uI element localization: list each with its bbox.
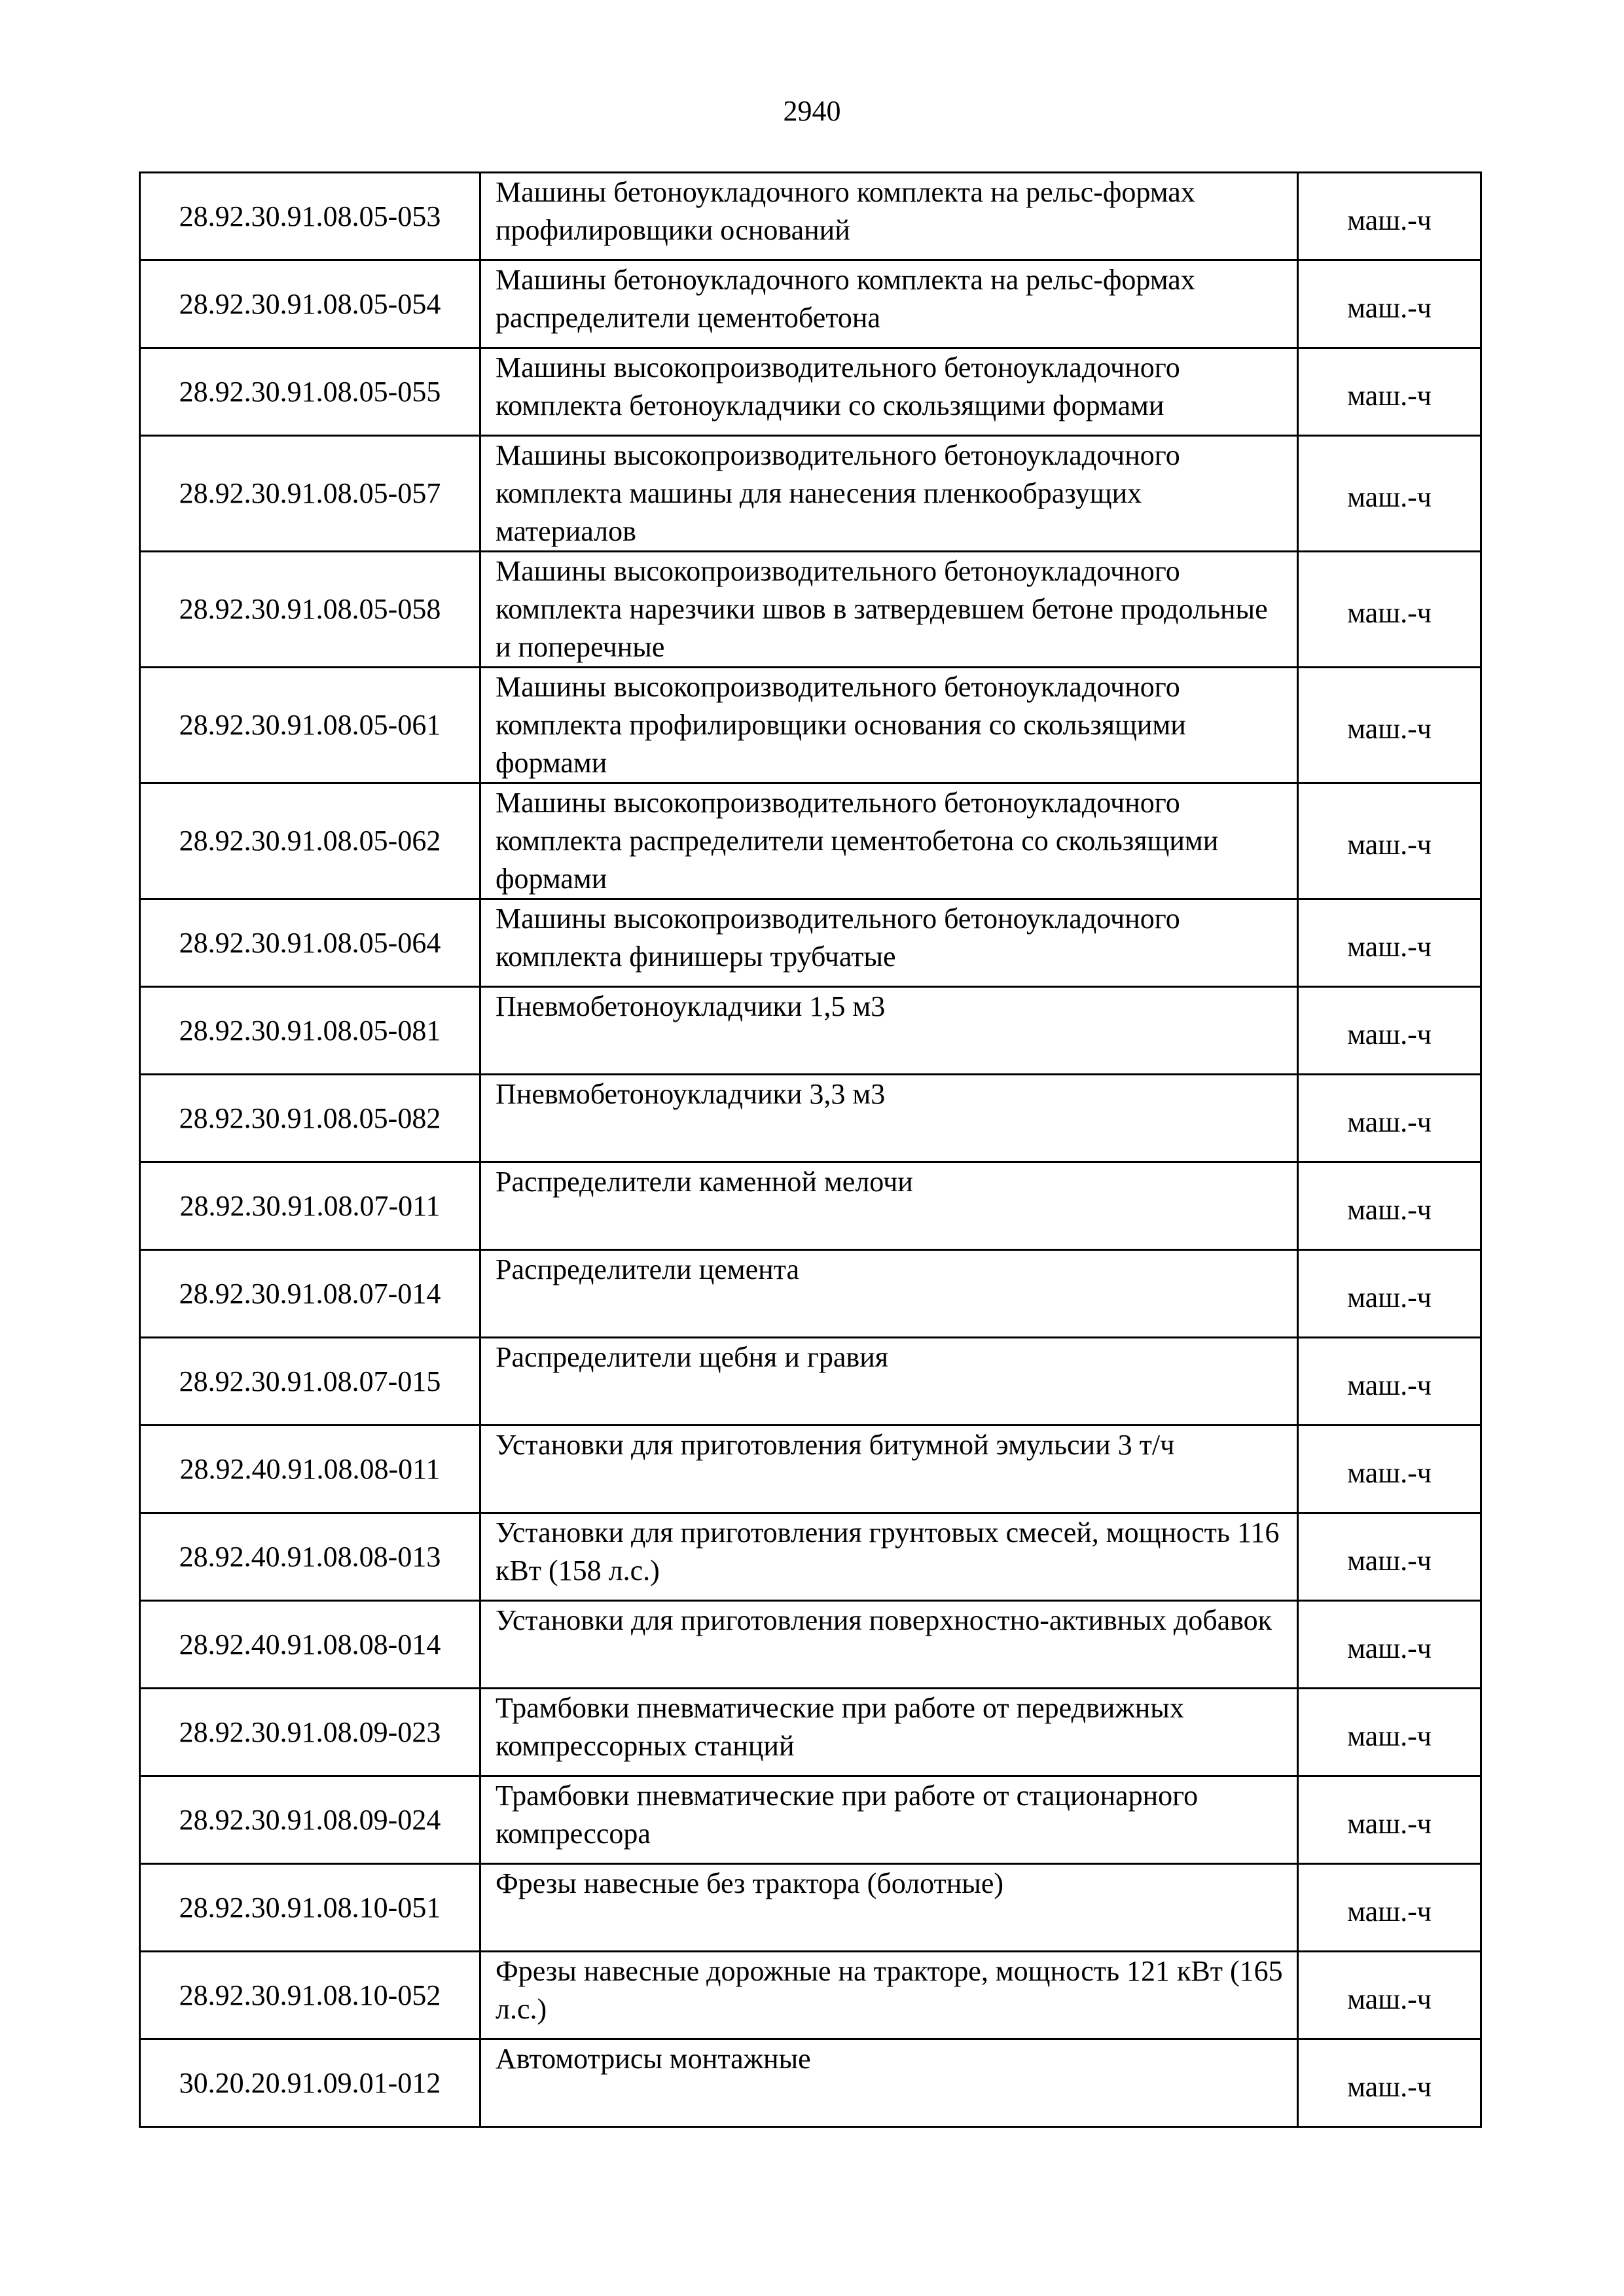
resource-name: Машины бетоноукладочного комплекта на рельс-формах профилировщики оснований	[480, 173, 1298, 260]
resource-code: 28.92.30.91.08.05-057	[140, 436, 480, 552]
resource-name: Машины высокопроизводительного бетоноукладочного комплекта бетоноукладчики со скользящими формами	[480, 348, 1298, 436]
resource-code: 28.92.30.91.08.09-024	[140, 1776, 480, 1864]
table-row	[140, 348, 1481, 436]
resource-unit: маш.-ч	[1298, 1162, 1481, 1250]
table-row	[140, 1338, 1481, 1426]
table-row	[140, 668, 1481, 783]
resource-code: 28.92.30.91.08.10-051	[140, 1864, 480, 1952]
resource-unit: маш.-ч	[1298, 1338, 1481, 1426]
resource-name: Пневмобетоноукладчики 1,5 м3	[480, 987, 1298, 1075]
resource-code: 28.92.30.91.08.09-023	[140, 1689, 480, 1776]
resource-code: 28.92.30.91.08.07-014	[140, 1250, 480, 1338]
resource-name: Трамбовки пневматические при работе от передвижных компрессорных станций	[480, 1689, 1298, 1776]
resource-name: Трамбовки пневматические при работе от стационарного компрессора	[480, 1776, 1298, 1864]
resource-code: 28.92.30.91.08.05-053	[140, 173, 480, 260]
table-row	[140, 2039, 1481, 2127]
resource-code: 28.92.30.91.08.05-064	[140, 899, 480, 987]
table-row	[140, 899, 1481, 987]
resource-name: Автомотрисы монтажные	[480, 2039, 1298, 2127]
resource-name: Распределители цемента	[480, 1250, 1298, 1338]
resource-name: Машины высокопроизводительного бетоноукладочного комплекта финишеры трубчатые	[480, 899, 1298, 987]
resource-name: Машины высокопроизводительного бетоноукладочного комплекта распределители цементобетона со скользящими формами	[480, 783, 1298, 899]
resource-unit: маш.-ч	[1298, 436, 1481, 552]
resource-unit: маш.-ч	[1298, 1776, 1481, 1864]
resource-code: 30.20.20.91.09.01-012	[140, 2039, 480, 2127]
resource-name: Машины высокопроизводительного бетоноукладочного комплекта профилировщики основания со скользящими формами	[480, 668, 1298, 783]
resource-code: 28.92.30.91.08.05-054	[140, 260, 480, 348]
resource-code: 28.92.30.91.08.07-015	[140, 1338, 480, 1426]
resource-unit: маш.-ч	[1298, 1864, 1481, 1952]
resource-code: 28.92.30.91.08.05-081	[140, 987, 480, 1075]
table-row	[140, 173, 1481, 260]
resource-unit: маш.-ч	[1298, 1426, 1481, 1513]
resource-unit: маш.-ч	[1298, 1601, 1481, 1689]
resource-unit: маш.-ч	[1298, 552, 1481, 668]
table-row	[140, 1864, 1481, 1952]
table-row	[140, 260, 1481, 348]
resource-code: 28.92.30.91.08.05-061	[140, 668, 480, 783]
resource-code: 28.92.30.91.08.05-058	[140, 552, 480, 668]
resource-code: 28.92.30.91.08.05-082	[140, 1075, 480, 1162]
resource-unit: маш.-ч	[1298, 173, 1481, 260]
resource-unit: маш.-ч	[1298, 1075, 1481, 1162]
resource-table	[139, 171, 1482, 2128]
resource-code: 28.92.30.91.08.10-052	[140, 1952, 480, 2039]
table-row	[140, 1952, 1481, 2039]
page-number: 2940	[783, 95, 841, 127]
table-row	[140, 1689, 1481, 1776]
resource-name: Пневмобетоноукладчики 3,3 м3	[480, 1075, 1298, 1162]
resource-unit: маш.-ч	[1298, 348, 1481, 436]
resource-name: Установки для приготовления грунтовых смесей, мощность 116 кВт (158 л.с.)	[480, 1513, 1298, 1601]
table-row	[140, 1250, 1481, 1338]
table-row	[140, 1426, 1481, 1513]
resource-unit: маш.-ч	[1298, 1952, 1481, 2039]
resource-name: Фрезы навесные без трактора (болотные)	[480, 1864, 1298, 1952]
resource-unit: маш.-ч	[1298, 2039, 1481, 2127]
table-row	[140, 987, 1481, 1075]
resource-unit: маш.-ч	[1298, 1250, 1481, 1338]
resource-name: Установки для приготовления поверхностно-активных добавок	[480, 1601, 1298, 1689]
resource-unit: маш.-ч	[1298, 260, 1481, 348]
resource-unit: маш.-ч	[1298, 987, 1481, 1075]
table-row	[140, 436, 1481, 552]
table-row	[140, 1776, 1481, 1864]
resource-name: Распределители каменной мелочи	[480, 1162, 1298, 1250]
resource-unit: маш.-ч	[1298, 1513, 1481, 1601]
resource-code: 28.92.40.91.08.08-011	[140, 1426, 480, 1513]
table-row	[140, 783, 1481, 899]
resource-name: Установки для приготовления битумной эмульсии 3 т/ч	[480, 1426, 1298, 1513]
table-row	[140, 1162, 1481, 1250]
resource-code: 28.92.40.91.08.08-013	[140, 1513, 480, 1601]
resource-unit: маш.-ч	[1298, 783, 1481, 899]
resource-name: Машины высокопроизводительного бетоноукладочного комплекта нарезчики швов в затвердевшем бетоне продольные и поперечные	[480, 552, 1298, 668]
table-row	[140, 552, 1481, 668]
table-row	[140, 1601, 1481, 1689]
resource-name: Машины бетоноукладочного комплекта на рельс-формах распределители цементобетона	[480, 260, 1298, 348]
resource-code: 28.92.40.91.08.08-014	[140, 1601, 480, 1689]
resource-name: Распределители щебня и гравия	[480, 1338, 1298, 1426]
resource-unit: маш.-ч	[1298, 668, 1481, 783]
resource-name: Машины высокопроизводительного бетоноукладочного комплекта машины для нанесения пленкообразущих материалов	[480, 436, 1298, 552]
resource-code: 28.92.30.91.08.05-055	[140, 348, 480, 436]
resource-name: Фрезы навесные дорожные на тракторе, мощность 121 кВт (165 л.с.)	[480, 1952, 1298, 2039]
resource-unit: маш.-ч	[1298, 899, 1481, 987]
table-row	[140, 1075, 1481, 1162]
resource-unit: маш.-ч	[1298, 1689, 1481, 1776]
table-row	[140, 1513, 1481, 1601]
resource-code: 28.92.30.91.08.05-062	[140, 783, 480, 899]
resource-code: 28.92.30.91.08.07-011	[140, 1162, 480, 1250]
